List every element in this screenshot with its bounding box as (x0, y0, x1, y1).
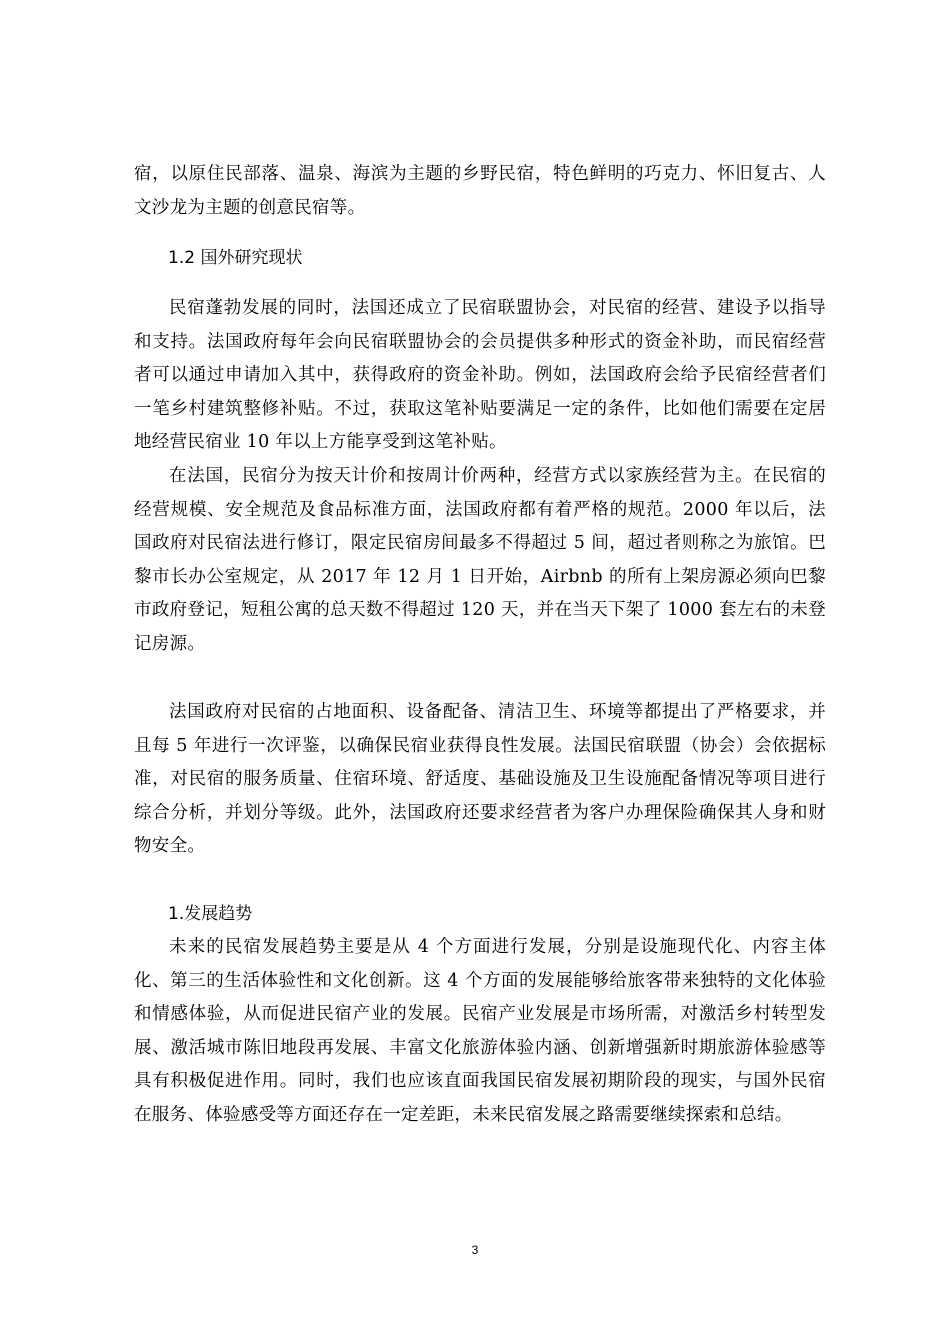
paragraph-trends: 未来的民宿发展趋势主要是从 4 个方面进行发展，分别是设施现代化、内容主体化、第三的生活体验性和文化创新。这 4 个方面的发展能够给旅客带来独特的文化体验和情感体验，从而促进民宿产业的发展。民宿产业发展是市场所需，对激活乡村转型发展、激活城市陈旧地段再发展、丰富文化旅游体验内涵、创新增强新时期旅游体验感等具有积极促进作用。同时，我们也应该直面我国民宿发展初期阶段的现实，与国外民宿在服务、体验感受等方面还存在一定差距，未来民宿发展之路需要继续探索和总结。 (134, 937, 826, 1125)
page-number: 3 (471, 1243, 479, 1257)
paragraph-alliance: 民宿蓬勃发展的同时，法国还成立了民宿联盟协会，对民宿的经营、建设予以指导和支持。法国政府每年会向民宿联盟协会的会员提供多种形式的资金补助，而民宿经营者可以通过申请加入其中，获得政府的资金补助。例如，法国政府会给予民宿经营者们一笔乡村建筑整修补贴。不过，获取这笔补贴要满足一定的条件，比如他们需要在定居地经营民宿业 10 年以上方能享受到这笔补贴。 (134, 298, 826, 453)
paragraph-france-pricing: 在法国，民宿分为按天计价和按周计价两种，经营方式以家族经营为主。在民宿的经营规模、安全规范及食品标准方面，法国政府都有着严格的规范。2000 年以后，法国政府对民宿法进行修订，限定民宿房间最多不得超过 5 间，超过者则称之为旅馆。巴黎市长办公室规定，从 2017 年 12 月 1 日开始，Airbnb 的所有上架房源必须向巴黎市政府登记，短租公寓的总天数不得超过 120 天，并在当天下架了 1000 套左右的未登记房源。 (134, 466, 826, 654)
paragraph-regulations: 法国政府对民宿的占地面积、设备配备、清洁卫生、环境等都提出了严格要求，并且每 5 年进行一次评鉴，以确保民宿业获得良性发展。法国民宿联盟（协会）会依据标准，对民宿的服务质量、住宿环境、舒适度、基础设施及卫生设施配备情况等项目进行综合分析，并划分等级。此外，法国政府还要求经营者为客户办理保险确保其人身和财物安全。 (134, 702, 826, 857)
section-heading-trends: 1.发展趋势 (168, 904, 253, 924)
section-heading-foreign-research: 1.2 国外研究现状 (168, 248, 303, 268)
paragraph-continuation: 宿，以原住民部落、温泉、海滨为主题的乡野民宿，特色鲜明的巧克力、怀旧复古、人文沙龙为主题的创意民宿等。 (134, 164, 826, 218)
